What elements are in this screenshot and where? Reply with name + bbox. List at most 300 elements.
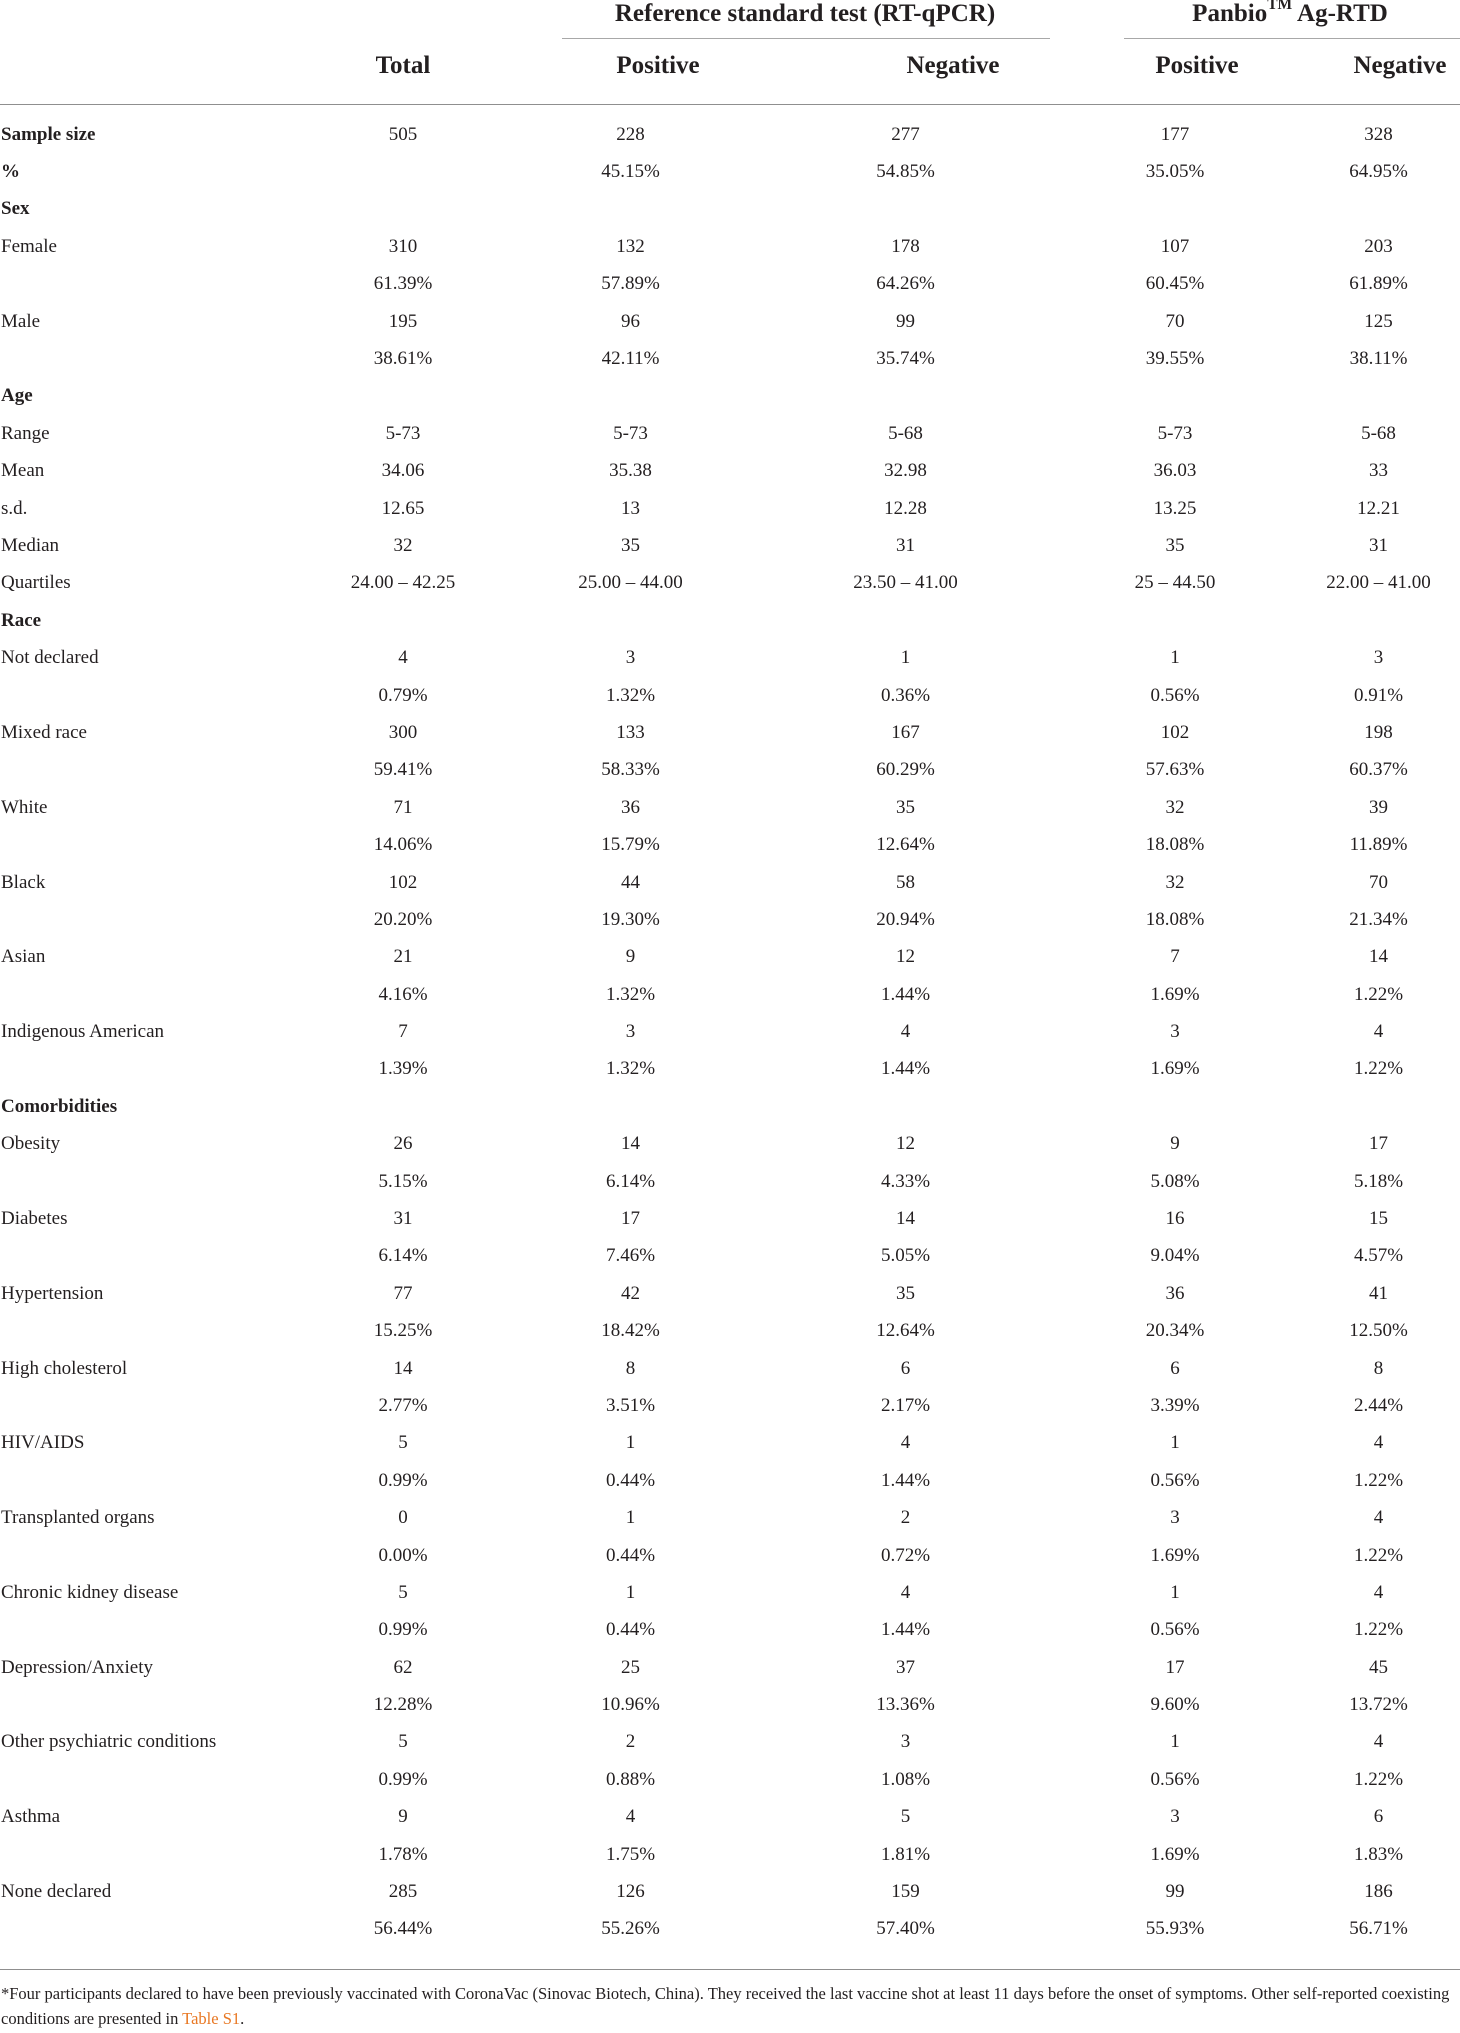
cell-reference-positive: 3: [625, 647, 636, 669]
table-row: [0, 1724, 1460, 1761]
cell-total: 59.41%: [373, 759, 433, 781]
table-footnote: [1, 1981, 1459, 2031]
table-row: [0, 191, 1460, 228]
row-label: Black: [1, 871, 46, 893]
table-row: [0, 266, 1460, 303]
row-label: s.d.: [1, 497, 28, 519]
row-label: [0, 340, 303, 377]
table-row: [0, 1126, 1460, 1163]
cell-reference-negative: 35: [896, 1282, 915, 1304]
cell-total: 31: [393, 1208, 413, 1230]
cell-reference-negative: 167: [891, 721, 920, 743]
row-label: Female: [1, 235, 57, 257]
cell-panbio-positive: 55.93%: [1145, 1918, 1205, 1940]
cell-total: 4: [398, 647, 408, 669]
cell-total: 26: [393, 1133, 413, 1155]
cell-total: 5-73: [385, 422, 421, 444]
row-label: None declared: [1, 1881, 112, 1903]
cell-total: 4.16%: [378, 983, 428, 1005]
cell-panbio-negative: 1.22%: [1353, 1768, 1404, 1790]
cell-reference-negative: 0.36%: [880, 684, 931, 706]
column-header-total: Total: [375, 52, 431, 79]
table-row: [0, 1462, 1460, 1499]
row-label: Asian: [1, 946, 46, 968]
table-row: [0, 789, 1460, 826]
cell-reference-negative: 37: [896, 1656, 915, 1678]
cell-total: 300: [388, 721, 418, 743]
cell-total: 14: [393, 1357, 413, 1379]
cell-total: 0.99%: [378, 1619, 428, 1641]
cell-panbio-negative: 13.72%: [1349, 1694, 1408, 1716]
cell-reference-positive: 132: [616, 235, 645, 257]
cell-total: 61.39%: [373, 273, 433, 295]
row-label: Sample size: [1, 123, 96, 145]
cell-reference-negative: 31: [896, 534, 915, 556]
cell-total: 9: [398, 1806, 408, 1828]
table-row: [0, 752, 1460, 789]
cell-reference-negative: 32.98: [884, 460, 927, 482]
cell-panbio-positive: 25 – 44.50: [1134, 572, 1216, 594]
row-label: [0, 901, 303, 938]
table-row: [0, 1873, 1460, 1910]
cell-total: 5: [398, 1432, 408, 1454]
row-label: [0, 677, 303, 714]
cell-panbio-negative: 33: [1369, 460, 1388, 482]
cell-total: 285: [388, 1881, 418, 1903]
row-label: [0, 752, 303, 789]
row-label: Hypertension: [1, 1282, 104, 1304]
cell-reference-negative: 0.72%: [880, 1544, 931, 1566]
cell-reference-positive: 58.33%: [601, 759, 660, 781]
table-row: [0, 153, 1460, 190]
cell-reference-negative: 58: [896, 871, 915, 893]
cell-reference-negative: 5: [900, 1806, 911, 1828]
cell-panbio-negative: 64.95%: [1349, 161, 1408, 183]
cell-panbio-negative: 203: [1364, 235, 1393, 257]
cell-panbio-positive: 18.08%: [1145, 834, 1205, 856]
table-row: [0, 1649, 1460, 1686]
cell-reference-positive: 4: [625, 1806, 636, 1828]
cell-reference-positive: 1: [625, 1432, 636, 1454]
cell-total: 5.15%: [378, 1170, 428, 1192]
cell-reference-negative: 5.05%: [880, 1245, 931, 1267]
cell-panbio-negative: 125: [1364, 310, 1393, 332]
cell-panbio-positive: 3: [1170, 1806, 1180, 1828]
cell-reference-negative: [758, 602, 1053, 639]
cell-panbio-positive: 32: [1165, 796, 1185, 818]
table-row: [0, 1799, 1460, 1836]
table-row: [0, 1275, 1460, 1312]
table-row: [0, 378, 1460, 415]
panbio-title-prefix: Panbio: [1192, 0, 1268, 27]
row-label: Median: [1, 534, 60, 556]
cell-panbio-negative: 41: [1369, 1282, 1388, 1304]
cell-panbio-negative: 1.83%: [1353, 1843, 1404, 1865]
cell-panbio-negative: 4: [1373, 1581, 1384, 1603]
cell-reference-positive: 25: [621, 1656, 640, 1678]
cell-total: 102: [388, 871, 418, 893]
cell-panbio-negative: 70: [1369, 871, 1388, 893]
row-label: %: [1, 161, 20, 183]
header-bottom-rule: [0, 104, 1460, 105]
cell-panbio-positive: 32: [1165, 871, 1185, 893]
cell-reference-negative: 20.94%: [876, 908, 935, 930]
table-row: [0, 639, 1460, 676]
cell-total: 12.65: [381, 497, 425, 519]
table-s1-link[interactable]: Table S1: [182, 2009, 241, 2028]
cell-reference-positive: 6.14%: [605, 1170, 656, 1192]
table-row: [0, 415, 1460, 452]
cell-panbio-negative: 0.91%: [1353, 684, 1404, 706]
cell-total: 0.99%: [378, 1469, 428, 1491]
cell-total: [303, 1088, 503, 1125]
cell-panbio-negative: 15: [1369, 1208, 1388, 1230]
reference-group-header: [560, 0, 1050, 28]
panbio-group-header: [1120, 0, 1460, 28]
cell-panbio-negative: 14: [1369, 946, 1388, 968]
row-label: [0, 1313, 303, 1350]
cell-reference-positive: [503, 191, 758, 228]
table-row: [0, 1051, 1460, 1088]
cell-panbio-negative: [1297, 191, 1460, 228]
cell-panbio-negative: 31: [1369, 534, 1388, 556]
cell-total: 310: [388, 235, 418, 257]
cell-reference-negative: 1.44%: [880, 1619, 931, 1641]
row-label: Age: [1, 385, 33, 407]
cell-panbio-positive: 0.56%: [1150, 1768, 1200, 1790]
cell-panbio-positive: 1: [1170, 1432, 1180, 1454]
cell-total: 2.77%: [378, 1394, 428, 1416]
cell-panbio-negative: 1.22%: [1353, 1058, 1404, 1080]
cell-panbio-negative: 21.34%: [1349, 908, 1408, 930]
cell-panbio-positive: 18.08%: [1145, 908, 1205, 930]
row-label: Transplanted organs: [1, 1507, 155, 1529]
table-body: [0, 116, 1460, 1948]
cell-panbio-negative: 1.22%: [1353, 1469, 1404, 1491]
cell-panbio-positive: [1053, 191, 1297, 228]
cell-total: [303, 602, 503, 639]
cell-panbio-positive: 6: [1170, 1357, 1180, 1379]
table-row: [0, 1238, 1460, 1275]
cell-total: 0.00%: [378, 1544, 428, 1566]
cell-total: 56.44%: [373, 1918, 433, 1940]
cell-panbio-negative: 39: [1369, 796, 1388, 818]
table-row: [0, 901, 1460, 938]
cell-reference-positive: 57.89%: [601, 273, 660, 295]
cell-reference-positive: 36: [621, 796, 640, 818]
cell-panbio-positive: [1053, 602, 1297, 639]
cell-panbio-positive: 70: [1165, 310, 1185, 332]
cell-reference-positive: 44: [621, 871, 640, 893]
row-label: [0, 1911, 303, 1948]
row-label: Range: [1, 422, 50, 444]
cell-total: 14.06%: [373, 834, 433, 856]
cell-reference-negative: 159: [891, 1881, 920, 1903]
cell-reference-negative: 2.17%: [880, 1394, 931, 1416]
cell-panbio-positive: 107: [1160, 235, 1190, 257]
cell-panbio-negative: [1297, 1088, 1460, 1125]
cell-reference-negative: 178: [891, 235, 920, 257]
cell-panbio-positive: 1: [1170, 1731, 1180, 1753]
cell-reference-negative: 4: [900, 1581, 911, 1603]
table-row: [0, 1686, 1460, 1723]
cell-panbio-positive: 17: [1165, 1656, 1185, 1678]
panbio-group-rule: [1124, 38, 1460, 39]
cell-panbio-negative: [1297, 602, 1460, 639]
reference-group-rule: [562, 38, 1050, 39]
cell-panbio-positive: 13.25: [1153, 497, 1197, 519]
table-row: [0, 116, 1460, 153]
cell-reference-positive: 0.44%: [605, 1544, 656, 1566]
cell-reference-positive: 19.30%: [601, 908, 660, 930]
row-label: [0, 826, 303, 863]
cell-reference-negative: 99: [896, 310, 915, 332]
cell-panbio-negative: [1297, 378, 1460, 415]
cell-total: 32: [393, 534, 413, 556]
row-label: [0, 266, 303, 303]
cell-panbio-negative: 2.44%: [1353, 1394, 1404, 1416]
cell-panbio-negative: 61.89%: [1349, 273, 1408, 295]
cell-panbio-positive: 3: [1170, 1507, 1180, 1529]
cell-reference-positive: 3: [625, 1021, 636, 1043]
table-row: [0, 1537, 1460, 1574]
cell-total: [303, 191, 503, 228]
cell-total: 21: [393, 946, 413, 968]
row-label: Race: [1, 609, 42, 631]
cell-panbio-positive: 102: [1160, 721, 1190, 743]
cell-panbio-positive: 7: [1170, 946, 1180, 968]
row-label: [0, 1462, 303, 1499]
cell-total: 24.00 – 42.25: [350, 572, 456, 594]
cell-panbio-negative: 38.11%: [1349, 348, 1408, 370]
cell-reference-negative: 3: [900, 1731, 911, 1753]
cell-total: 195: [388, 310, 418, 332]
cell-reference-negative: 12.64%: [876, 834, 935, 856]
cell-panbio-positive: 1.69%: [1150, 1544, 1200, 1566]
table-bottom-rule: [0, 1969, 1460, 1970]
table-row: [0, 565, 1460, 602]
cell-reference-negative: 64.26%: [876, 273, 935, 295]
cell-reference-negative: 35.74%: [876, 348, 935, 370]
table-row: [0, 939, 1460, 976]
cell-total: 20.20%: [373, 908, 433, 930]
row-label: Comorbidities: [1, 1095, 118, 1117]
table-row: [0, 1761, 1460, 1798]
cell-panbio-positive: 3: [1170, 1021, 1180, 1043]
cell-panbio-positive: 1.69%: [1150, 1058, 1200, 1080]
cell-panbio-positive: 0.56%: [1150, 1469, 1200, 1491]
table-row: [0, 228, 1460, 265]
cell-reference-positive: 7.46%: [605, 1245, 656, 1267]
cell-reference-positive: 2: [625, 1731, 636, 1753]
row-label: White: [1, 796, 48, 818]
cell-panbio-positive: 1.69%: [1150, 983, 1200, 1005]
table-row: [0, 677, 1460, 714]
cell-reference-negative: 35: [896, 796, 915, 818]
cell-reference-positive: 0.44%: [605, 1469, 656, 1491]
cell-reference-negative: 12.64%: [876, 1320, 935, 1342]
cell-panbio-negative: 45: [1369, 1656, 1388, 1678]
column-header-reference-positive: Positive: [616, 52, 700, 79]
cell-reference-positive: 1.32%: [605, 684, 656, 706]
row-label: Sex: [1, 198, 30, 220]
cell-panbio-negative: 4: [1373, 1432, 1384, 1454]
cell-reference-positive: 1: [625, 1507, 636, 1529]
table-row: [0, 1313, 1460, 1350]
cell-reference-negative: 54.85%: [876, 161, 935, 183]
table-row: [0, 602, 1460, 639]
row-label: HIV/AIDS: [1, 1432, 85, 1454]
cell-reference-positive: 35.38: [609, 460, 652, 482]
cell-total: 71: [393, 796, 413, 818]
footnote-text: *Four participants declared to have been previously vaccinated with CoronaVac (Sinovac Biotech, China). They received the last vaccine shot at least 11 days before the onset of symptoms. Other self-reported coexisting conditions are presented in: [1, 1984, 1450, 2028]
column-header-reference-negative: Negative: [906, 52, 1000, 79]
table-row: [0, 864, 1460, 901]
row-label: [0, 1051, 303, 1088]
cell-reference-positive: 126: [616, 1881, 645, 1903]
cell-reference-negative: 277: [891, 123, 920, 145]
table-row: [0, 1425, 1460, 1462]
table-row: [0, 1612, 1460, 1649]
row-label: Indigenous American: [1, 1021, 165, 1043]
row-label: [0, 1761, 303, 1798]
cell-panbio-positive: 0.56%: [1150, 684, 1200, 706]
cell-reference-positive: 9: [625, 946, 636, 968]
cell-panbio-positive: 36.03: [1153, 460, 1197, 482]
cell-reference-negative: 1.08%: [880, 1768, 931, 1790]
cell-reference-positive: 0.88%: [605, 1768, 656, 1790]
row-label: [0, 1686, 303, 1723]
cell-panbio-negative: 11.89%: [1349, 834, 1408, 856]
row-label: Asthma: [1, 1806, 61, 1828]
cell-panbio-positive: 0.56%: [1150, 1619, 1200, 1641]
cell-panbio-negative: 12.50%: [1349, 1320, 1408, 1342]
trademark-sup: TM: [1267, 0, 1293, 14]
cell-reference-positive: 35: [621, 534, 640, 556]
row-label: High cholesterol: [1, 1357, 128, 1379]
cell-reference-negative: 4: [900, 1432, 911, 1454]
cell-reference-positive: 42: [621, 1282, 640, 1304]
table-row: [0, 1350, 1460, 1387]
row-label: Mean: [1, 460, 45, 482]
cell-reference-positive: 1: [625, 1581, 636, 1603]
cell-panbio-negative: 328: [1364, 123, 1393, 145]
table-row: [0, 1088, 1460, 1125]
cell-panbio-negative: 5.18%: [1353, 1170, 1404, 1192]
cell-reference-negative: 12: [896, 1133, 915, 1155]
cell-panbio-negative: 12.21: [1357, 497, 1400, 519]
cell-reference-negative: 1.44%: [880, 983, 931, 1005]
cell-reference-negative: 12.28: [884, 497, 927, 519]
cell-panbio-negative: 1.22%: [1353, 1544, 1404, 1566]
table-row: [0, 527, 1460, 564]
cell-reference-positive: [503, 1088, 758, 1125]
row-label: [0, 1238, 303, 1275]
cell-panbio-positive: 1: [1170, 1581, 1180, 1603]
row-label: Mixed race: [1, 721, 87, 743]
cell-panbio-negative: 6: [1373, 1806, 1384, 1828]
cell-reference-positive: 55.26%: [601, 1918, 660, 1940]
table-row: [0, 1499, 1460, 1536]
cell-total: 1.39%: [378, 1058, 428, 1080]
cell-reference-positive: 42.11%: [601, 348, 660, 370]
row-label: Not declared: [1, 647, 99, 669]
cell-total: 1.78%: [378, 1843, 428, 1865]
cell-reference-negative: 1.81%: [880, 1843, 931, 1865]
cell-reference-positive: 0.44%: [605, 1619, 656, 1641]
cell-reference-positive: 5-73: [613, 422, 648, 444]
row-label: [0, 1836, 303, 1873]
cell-total: [303, 378, 503, 415]
cell-reference-positive: 228: [616, 123, 645, 145]
cell-reference-positive: 14: [621, 1133, 640, 1155]
cell-panbio-positive: [1053, 378, 1297, 415]
column-header-panbio-positive: Positive: [1155, 52, 1239, 79]
row-label: [0, 1612, 303, 1649]
cell-total: 34.06: [381, 460, 425, 482]
cell-panbio-positive: 20.34%: [1145, 1320, 1205, 1342]
cell-reference-positive: 10.96%: [601, 1694, 660, 1716]
cell-panbio-negative: 1.22%: [1353, 983, 1404, 1005]
table-row: [0, 1163, 1460, 1200]
cell-reference-negative: 1.44%: [880, 1058, 931, 1080]
cell-panbio-positive: [1053, 1088, 1297, 1125]
cell-reference-positive: 25.00 – 44.00: [578, 572, 683, 594]
cell-panbio-positive: 1: [1170, 647, 1180, 669]
table-row: [0, 714, 1460, 751]
row-label: [0, 1537, 303, 1574]
cell-reference-positive: 1.32%: [605, 1058, 656, 1080]
cell-panbio-negative: 5-68: [1361, 422, 1396, 444]
cell-panbio-negative: 4.57%: [1353, 1245, 1404, 1267]
demographics-table: [0, 116, 1460, 1948]
cell-panbio-negative: 1.22%: [1353, 1619, 1404, 1641]
row-label: Other psychiatric conditions: [1, 1731, 217, 1753]
row-label: [0, 1163, 303, 1200]
cell-reference-positive: 1.32%: [605, 983, 656, 1005]
cell-reference-positive: 45.15%: [601, 161, 660, 183]
cell-total: 0: [398, 1507, 408, 1529]
table-row: [0, 1013, 1460, 1050]
cell-reference-negative: 13.36%: [876, 1694, 935, 1716]
cell-reference-negative: [758, 378, 1053, 415]
table-row: [0, 1836, 1460, 1873]
cell-total: 505: [388, 123, 418, 145]
row-label: Obesity: [1, 1133, 61, 1155]
cell-total: [303, 153, 503, 190]
cell-reference-positive: [503, 602, 758, 639]
cell-panbio-positive: 35: [1165, 534, 1185, 556]
cell-reference-negative: [758, 191, 1053, 228]
cell-reference-positive: 96: [621, 310, 640, 332]
row-label: Male: [1, 310, 41, 332]
cell-reference-positive: 17: [621, 1208, 640, 1230]
table-row: [0, 340, 1460, 377]
cell-panbio-positive: 1.69%: [1150, 1843, 1200, 1865]
cell-panbio-positive: 9: [1170, 1133, 1180, 1155]
cell-panbio-positive: 3.39%: [1150, 1394, 1200, 1416]
cell-panbio-positive: 9.04%: [1150, 1245, 1200, 1267]
row-label: Diabetes: [1, 1208, 68, 1230]
cell-panbio-negative: 60.37%: [1349, 759, 1408, 781]
cell-reference-positive: 18.42%: [601, 1320, 660, 1342]
table-row: [0, 1200, 1460, 1237]
table-row: [0, 976, 1460, 1013]
cell-total: 0.79%: [378, 684, 428, 706]
row-label: Quartiles: [1, 572, 71, 594]
cell-reference-positive: 133: [616, 721, 645, 743]
row-label: [0, 976, 303, 1013]
